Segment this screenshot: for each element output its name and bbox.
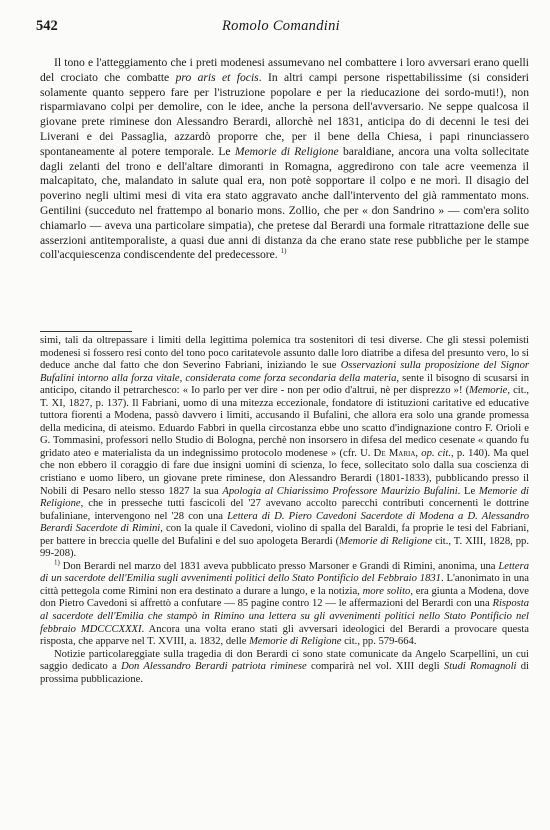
footnote-separator [40, 331, 132, 332]
italic-text: Osservazioni sulla proposizione del Signor Bufalini intorno alla forza vitale, considerata come forza secondaria della materia [40, 360, 530, 384]
text-run: cit., T. XIII, 1828, pp. 99-208). [40, 535, 529, 560]
text-run: . In altri campi persone rispettabilissime (si consideri solamente quanto seppero fare per l'istruzione popolare e per la rieducazione dei sordo-muti!), non risparmiavano colpi per demolire, con le idee, anche la persona dell'avversario. Ne seppe qualcosa il giovane prete riminese don Alessandro Berardi, allorchè nel 1831, anticipa do di decenni le tesi dei Liverani e dei Passaglia, azzardò proporre che, per il bene della Chiesa, i papi rinunciassero spontaneamente al potere temporale. Le [40, 70, 529, 158]
text-run: Don Berardi nel marzo del 1831 aveva pubblicato presso Marsoner e Grandi di Rimini, anonima, una [59, 560, 499, 572]
italic-text: Lettera di un sacerdote dell'Emilia sugli avvenimenti politici dello Stato Pontificio del Febbraio 1831 [40, 560, 529, 585]
page-number: 542 [36, 18, 58, 34]
italic-text: Apologia al Chiarissimo Professore Maurizio Bufalini [222, 485, 458, 497]
text-run: . Ancora una volta erano stati gli avversari ideologici del Berardi a provocare questa risposta, che apparve nel T. XVIII, a. 1832, delle [40, 623, 529, 648]
running-title: Romolo Comandini [222, 18, 340, 34]
text-run: Notizie particolareggiate sulla tragedia di don Berardi ci sono state comunicate da Angelo Scarpellini, un cui saggio dedicato a [40, 648, 529, 673]
smallcaps-text: De Maria [373, 447, 416, 459]
main-paragraph [40, 56, 529, 263]
italic-text: Memorie di Religione [249, 636, 342, 648]
italic-text: more solito [362, 585, 411, 597]
text-run: baraldiane, ancora una volta sollecitate dagli zelanti del trono e dell'altare dimoranti in Romagna, aggredirono con tale acre veemenza il malcapitato, che, malandato in salute qual era, non potè sopportare il colpo e ne morì. Il disagio del poverino negli ultimi mesi di vita era stato aggravato anche dall'intervento del già rammentato mons. Gentilini (succeduto nel frattempo al bonario mons. Zollio, che per « don Sandrino » — com'era solito chiamarlo — aveva una particolare simpatia), che pretese dal Berardi una formale ritrattazione delle sue asserzioni antitemporaliste, a quasi due anni di distanza da che erano state rese pubbliche per le stampe coll'acquiescenza condiscendente del predecessore. [40, 144, 529, 262]
text-run: . L'anonimato in una città pettegola come Rimini non era destinato a durare a lungo, e la notizia, [40, 573, 529, 597]
text-run: , era giunta a Modena, dove don Pietro Cavedoni si affrettò a confutare — 85 pagine contro 12 — le affermazioni del Berardi con una [40, 585, 529, 610]
text-run: simi, tali da oltrepassare i limiti della legittima polemica tra sostenitori di tesi diverse. Che gli stessi polemisti modenesi si fossero resi conto del tono poco caritatevole assunto dalle loro diatribe a difesa del presunto vero, lo si deduce anche dal fatto che don Severino Fabriani, iniziando le sue [40, 335, 529, 372]
text-run: , con la quale il Cavedoni, violino di spalla del Baraldi, fa proprie le tesi del Fabriani, per battere in breccia quelle del Bufalini e del suo apologeta Berardi ( [40, 523, 530, 547]
text-run: Il tono e l'atteggiamento che i preti modenesi assumevano nel combattere i loro avversari erano quelli del crociato che combatte [40, 56, 529, 84]
italic-text: Don Alessandro Berardi patriota riminese [121, 661, 307, 673]
italic-text: Lettera di D. Piero Cavedoni Sacerdote di Modena a D. Alessandro Berardi Sacerdote di Rimini [40, 510, 529, 535]
italic-text: Memorie di Religione [40, 485, 529, 510]
text-run: di prossima pubblicazione. [40, 661, 529, 685]
text-run: , cit., T. XI, 1827, p. 137). Il Fabriani, uomo di una mitezza eccezionale, fondatore di istituzioni caritative ed educative tuttora fiorenti a Modena, passò davvero i limiti, accusando il Bufalini, che allora era solo una grande promessa della medicina, di ateismo. Eduardo Fabbri in quella circostanza ebbe uno scatto d'indignazione contro F. Orioli e G. Tommasini, professori nello Studio di Bologna, perchè non insorsero in difesa del medico cesenate « quando fu gridato ateo e materialista da un indegnissimo protocolo modenese » (cfr. U. [40, 385, 529, 459]
italic-text: Risposta al sacerdote dell'Emilia che stampò in Rimino una lettera su gli avvenimenti politici nello Stato Pontificio nel febbraio MDCCCXXXI [40, 598, 529, 635]
italic-text: Memorie di Religione [339, 535, 433, 547]
footnote-1 [40, 558, 529, 649]
footnote-1-addendum [40, 649, 529, 687]
footnote-marker: 1) [54, 558, 60, 567]
text-run: , sente il bisogno di scusarsi in anticipo, citando il petrarchesco: « Io parlo per ver dire - non per odio d'altrui, nè per disprezzo »! ( [40, 372, 529, 397]
page-header [36, 18, 526, 38]
italic-text: Studi Romagnoli [443, 661, 517, 673]
text-run: . Le [457, 485, 479, 497]
italic-text: op. cit. [421, 447, 451, 459]
footnote-continuation [40, 335, 529, 561]
footnote-marker: 1) [280, 247, 287, 256]
italic-text: pro aris et focis [175, 70, 259, 84]
footnotes [40, 335, 529, 686]
text-run: cit., pp. 579-664. [341, 636, 417, 648]
text-run: comparirà nel vol. XIII degli [306, 661, 444, 673]
text-run: , p. 140). Ma quel che non ebbero il coraggio di fare due insigni uomini di scienza, lo fece, sollecitato solo dalla sua coscienza di cristiano e uomo libero, un giovane prete riminese, don Alessandro Berardi (1801-1833), pubblicando presso il Nobili di Pesaro nello stesso 1827 la sua [40, 447, 529, 497]
text-run: , [415, 447, 422, 459]
italic-text: Memorie [469, 385, 508, 397]
text-run: , che in presseche tutti fascicoli del '27 avevano accolto parecchi contributi concernenti le dottrine bufaliniane, intervengono nel '28 con una [40, 498, 529, 522]
italic-text: Memorie di Religione [234, 144, 339, 158]
